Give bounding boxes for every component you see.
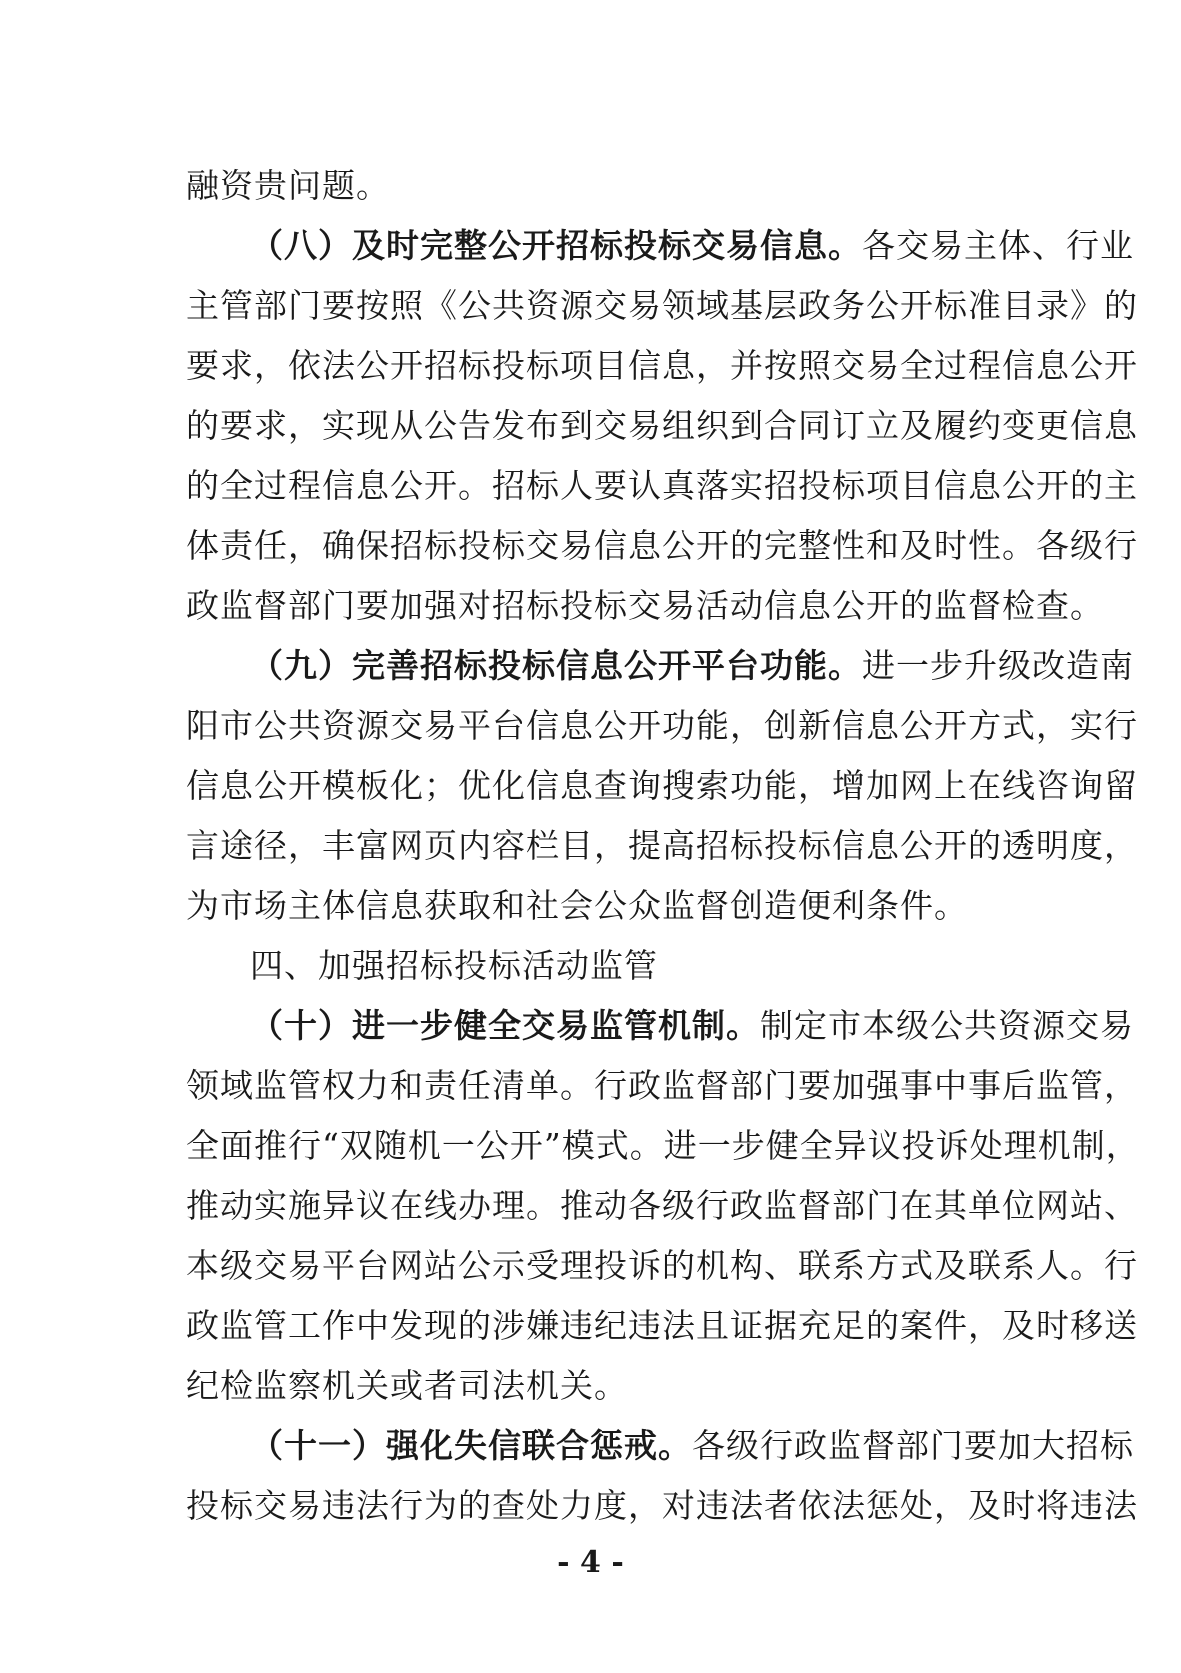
text-line: 体责任，确保招标投标交易信息公开的完整性和及时性。各级行 <box>186 526 1138 565</box>
text-line: 为市场主体信息获取和社会公众监督创造便利条件。 <box>186 886 968 925</box>
section-heading: （十）进一步健全交易监管机制。 <box>250 1006 760 1045</box>
text-line: 融资贵问题。 <box>186 166 390 205</box>
text-line: 要求，依法公开招标投标项目信息，并按照交易全过程信息公开 <box>186 346 1138 385</box>
section-heading: （九）完善招标投标信息公开平台功能。 <box>250 646 862 685</box>
text-line: 全面推行“双随机一公开”模式。进一步健全异议投诉处理机制， <box>186 1126 1140 1165</box>
text-line: 本级交易平台网站公示受理投诉的机构、联系方式及联系人。行 <box>186 1246 1138 1285</box>
text-line: 阳市公共资源交易平台信息公开功能，创新信息公开方式，实行 <box>186 706 1138 745</box>
text-line: 的要求，实现从公告发布到交易组织到合同订立及履约变更信息 <box>186 406 1138 445</box>
page-number: - 4 - <box>557 1545 624 1580</box>
text-line: 政监管工作中发现的涉嫌违纪违法且证据充足的案件，及时移送 <box>186 1306 1138 1345</box>
section-10-heading-line: （十）进一步健全交易监管机制。制定市本级公共资源交易 <box>250 1006 1134 1045</box>
text-line: 言途径，丰富网页内容栏目，提高招标投标信息公开的透明度， <box>186 826 1138 865</box>
section-8-heading-line: （八）及时完整公开招标投标交易信息。各交易主体、行业 <box>250 226 1134 265</box>
section-9-heading-line: （九）完善招标投标信息公开平台功能。进一步升级改造南 <box>250 646 1134 685</box>
text-line: 推动实施异议在线办理。推动各级行政监督部门在其单位网站、 <box>186 1186 1138 1225</box>
text-line: 领域监管权力和责任清单。行政监督部门要加强事中事后监管， <box>186 1066 1138 1105</box>
text-line: 主管部门要按照《公共资源交易领域基层政务公开标准目录》的 <box>186 286 1138 325</box>
text-line: 纪检监察机关或者司法机关。 <box>186 1366 628 1405</box>
text-line: 投标交易违法行为的查处力度，对违法者依法惩处，及时将违法 <box>186 1486 1138 1525</box>
section-11-heading-line: （十一）强化失信联合惩戒。各级行政监督部门要加大招标 <box>250 1426 1134 1465</box>
text-line: 的全过程信息公开。招标人要认真落实招投标项目信息公开的主 <box>186 466 1138 505</box>
section-heading: （十一）强化失信联合惩戒。 <box>250 1426 692 1465</box>
chapter-4-heading: 四、加强招标投标活动监管 <box>250 946 658 985</box>
text-line: 信息公开模板化；优化信息查询搜索功能，增加网上在线咨询留 <box>186 766 1138 805</box>
section-heading: （八）及时完整公开招标投标交易信息。 <box>250 226 862 265</box>
text-line: 政监督部门要加强对招标投标交易活动信息公开的监督检查。 <box>186 586 1104 625</box>
